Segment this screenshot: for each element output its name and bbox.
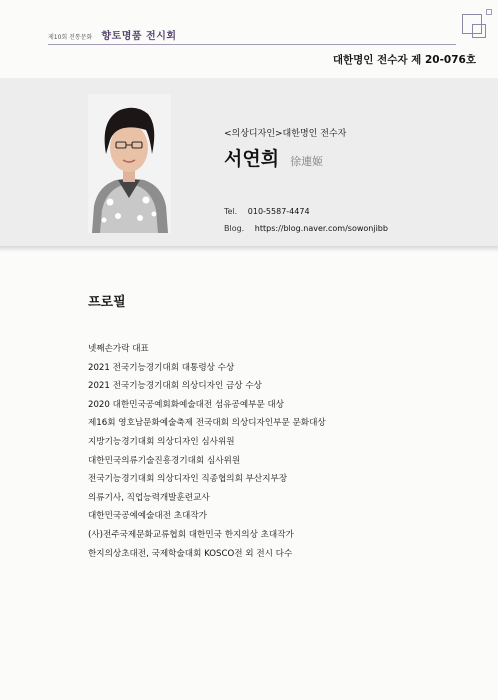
career-item: 의류기사, 직업능력개발훈련교사 [88, 492, 210, 503]
decorative-square-icon [472, 24, 486, 38]
header [0, 0, 498, 50]
name-hanja: 徐連姬 [290, 155, 324, 168]
career-item: 넷째손가락 대표 [88, 344, 149, 354]
portrait-photo [88, 94, 171, 233]
portrait-illustration [88, 94, 171, 233]
career-item: 지방기능경기대회 의상디자인 심사위원 [88, 436, 235, 447]
header-title: 향토명품 전시회 [101, 31, 177, 42]
tel-value: 010-5587-4474 [247, 207, 310, 216]
contact-tel [224, 207, 310, 216]
career-item: 대한민국공예예술대전 초대작가 [88, 511, 207, 522]
header-text [48, 24, 177, 43]
band-shadow [0, 246, 498, 252]
profile-title: <의상디자인>대한명인 전수자 [224, 129, 347, 139]
career-list [88, 343, 326, 566]
header-divider [48, 44, 456, 45]
career-item: (사)전주국제문화교류협회 대한민국 한지의상 초대작가 [88, 529, 294, 540]
contact-blog [224, 224, 388, 233]
career-item: 제16회 영호남문화예술축제 전국대회 의상디자인부문 문화대상 [88, 418, 326, 429]
career-item: 2021 전국기능경기대회 대통령상 수상 [88, 362, 235, 373]
career-item: 한지의상초대전, 국제학술대회 KOSCO전 외 전시 다수 [88, 548, 293, 559]
career-item: 2021 전국기능경기대회 의상디자인 금상 수상 [88, 381, 262, 392]
header-subtitle: 제10회 전통문화 [48, 34, 93, 41]
decorative-square-icon [486, 9, 492, 15]
career-item: 전국기능경기대회 의상디자인 직종협의회 부산지부장 [88, 474, 288, 485]
tel-label: Tel. [224, 207, 238, 216]
career-item: 2020 대한민국공예회화예술대전 섬유공예부문 대상 [88, 399, 285, 410]
blog-link[interactable]: https://blog.naver.com/sowonjibb [254, 224, 388, 233]
profile-name [224, 144, 323, 171]
certificate-number: 대한명인 전수자 제 20-076호 [332, 54, 476, 66]
blog-label: Blog. [224, 224, 245, 233]
career-item: 대한민국의류기술진흥경기대회 심사위원 [88, 455, 241, 466]
profile-heading: 프로필 [88, 295, 126, 310]
name-korean: 서연희 [224, 148, 280, 170]
